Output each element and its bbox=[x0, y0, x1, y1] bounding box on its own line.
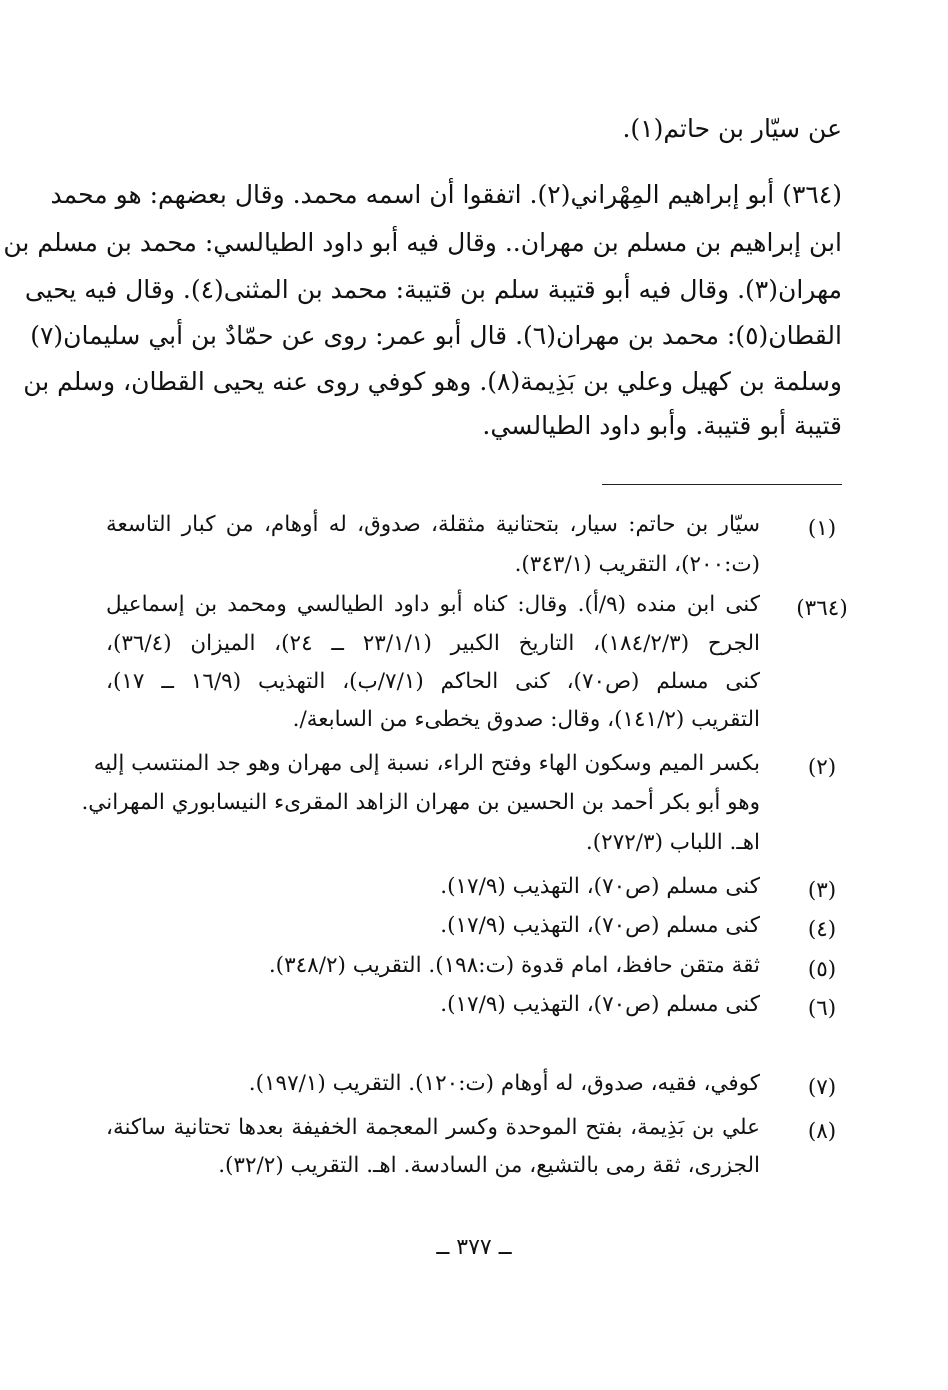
footnote-separator bbox=[602, 484, 842, 485]
footnote-line: علي بن بَذِيمة، بفتح الموحدة وكسر المعجمة الخفيفة بعدها تحتانية ساكنة، bbox=[106, 1115, 760, 1140]
main-line: القطان(٥): محمد بن مهران(٦). قال أبو عمر: روى عن حمّادٌ بن أبي سليمان(٧) bbox=[30, 321, 842, 350]
footnote-number: (٢) bbox=[807, 755, 837, 780]
footnote-line: الجرح (١٨٤/٢/٣)، التاريخ الكبير (٢٣/١/١ ــ ٢٤)، الميزان (٣٦/٤)، bbox=[106, 631, 760, 656]
footnote-line: بكسر الميم وسكون الهاء وفتح الراء، نسبة إلى مهران وهو جد المنتسب إليه bbox=[93, 751, 760, 776]
footnote-line: كنى مسلم (ص٧٠)، التهذيب (١٧/٩). bbox=[440, 874, 760, 899]
footnote-number: (٣٦٤) bbox=[796, 596, 848, 621]
footnote-line: كنى ابن منده (٩/أ). وقال: كناه أبو داود الطيالسي ومحمد بن إسماعيل bbox=[106, 592, 760, 617]
footnote-line: ثقة متقن حافظ، امام قدوة (ت:١٩٨). التقريب (٣٤٨/٢). bbox=[268, 953, 760, 978]
footnote-number: (٨) bbox=[807, 1119, 837, 1144]
footnote-number: (٣) bbox=[807, 878, 837, 903]
footnote-line: وهو أبو بكر أحمد بن الحسين بن مهران الزاهد المقرىء النيسابوري المهراني. bbox=[81, 790, 760, 815]
footnote-line: الجزرى، ثقة رمى بالتشيع، من السادسة. اهـ. التقريب (٣٢/٢). bbox=[218, 1153, 760, 1178]
footnote-number: (٦) bbox=[807, 996, 837, 1021]
footnote-line: التقريب (١٤١/٢)، وقال: صدوق يخطىء من السابعة/. bbox=[292, 707, 760, 732]
footnote-line: (ت:٢٠٠)، التقريب (٣٤٣/١). bbox=[514, 552, 760, 577]
footnote-number: (٥) bbox=[807, 957, 837, 982]
footnote-line: كوفي، فقيه، صدوق، له أوهام (ت:١٢٠). التقريب (١٩٧/١). bbox=[248, 1071, 760, 1096]
footnote-line: كنى مسلم (ص٧٠)، التهذيب (١٧/٩). bbox=[440, 992, 760, 1017]
footnote-number: (١) bbox=[807, 516, 837, 541]
main-line: (٣٦٤) أبو إبراهيم المِهْراني(٢). اتفقوا أن اسمه محمد. وقال بعضهم: هو محمد bbox=[50, 180, 842, 209]
main-line: وسلمة بن كهيل وعلي بن بَذِيمة(٨). وهو كوفي روى عنه يحيى القطان، وسلم بن bbox=[23, 367, 842, 396]
footnote-line: اهـ. اللباب (٢٧٢/٣). bbox=[585, 830, 760, 855]
main-line: ابن إبراهيم بن مسلم بن مهران.. وقال فيه أبو داود الطيالسي: محمد بن مسلم بن bbox=[3, 228, 842, 257]
footnote-line: كنى مسلم (ص٧٠)، التهذيب (١٧/٩). bbox=[440, 913, 760, 938]
main-line: مهران(٣). وقال فيه أبو قتيبة سلم بن قتيبة: محمد بن المثنى(٤). وقال فيه يحيى bbox=[24, 275, 842, 304]
main-line: قتيبة أبو قتيبة. وأبو داود الطيالسي. bbox=[482, 411, 842, 440]
footnote-line: كنى مسلم (ص٧٠)، كنى الحاكم (٧/١/ب)، التهذيب (١٦/٩ ــ ١٧)، bbox=[106, 669, 761, 694]
footnote-number: (٤) bbox=[807, 917, 837, 942]
main-line: عن سيّار بن حاتم(١). bbox=[622, 114, 842, 143]
footnote-number: (٧) bbox=[807, 1075, 837, 1100]
page-number: ــ ٣٧٧ ــ bbox=[436, 1235, 512, 1260]
footnote-line: سيّار بن حاتم: سيار، بتحتانية مثقلة، صدوق، له أوهام، من كبار التاسعة bbox=[106, 512, 760, 537]
